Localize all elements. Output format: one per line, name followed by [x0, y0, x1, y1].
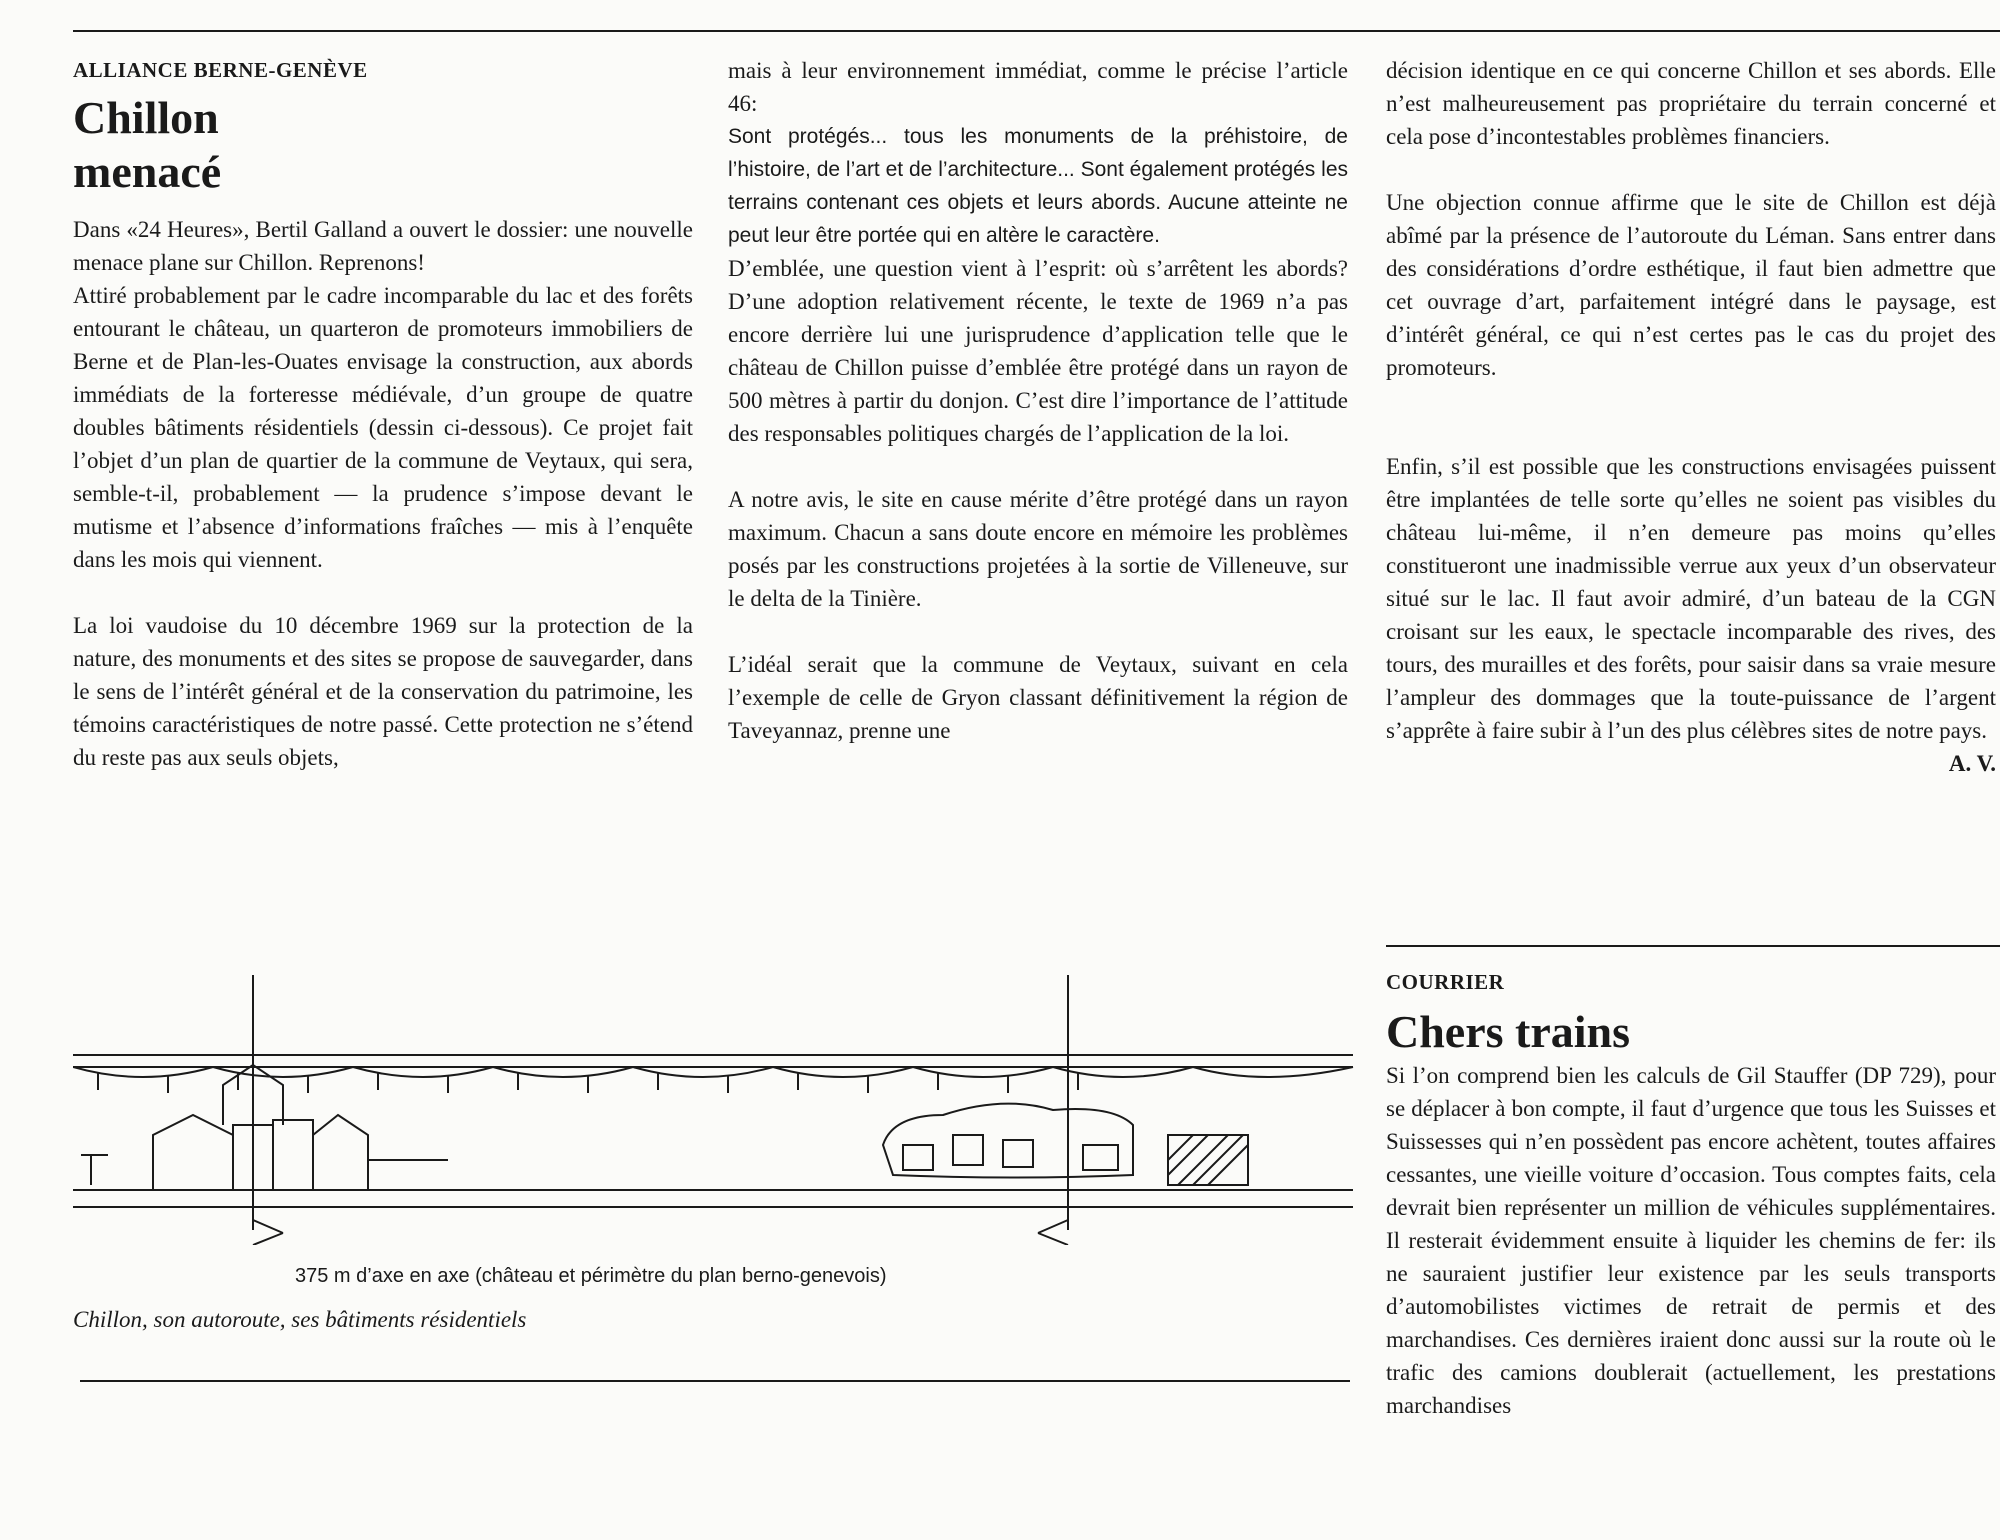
paragraph: Une objection connue affirme que le site de Chillon est déjà abîmé par la présence de l’autoroute du Léman. Sans entrer dans des considérations d’ordre esthétique, il faut bien admettre que cet ouvrage d’art, parfaitement intégré dans le paysage, est d’intérêt général, ce qui n’est certes pas le cas du projet des promoteurs.	[1386, 190, 1996, 380]
article-column-3	[1386, 54, 1996, 780]
article-column-1	[73, 54, 693, 774]
author-signature: A. V.	[1948, 751, 1996, 776]
article-kicker: ALLIANCE BERNE-GENÈVE	[73, 58, 368, 82]
article-headline: Chers trains	[1386, 1006, 1631, 1057]
paragraph: L’idéal serait que la commune de Veytaux, suivant en cela l’exemple de celle de Gryon classant définitivement la région de Taveyannaz, prenne une	[728, 652, 1348, 743]
figure-caption: Chillon, son autoroute, ses bâtiments résidentiels	[73, 1307, 527, 1332]
law-quote: Sont protégés... tous les monuments de la préhistoire, de l’histoire, de l’art et de l’architecture... Sont également protégés les terrains contenant ces objets et leurs abords. Aucune atteinte ne peut leur être portée qui en altère le caractère.	[728, 125, 1348, 247]
section-rule	[1386, 945, 2000, 947]
article-headline: Chillon menacé	[73, 92, 222, 197]
courrier-article	[1386, 966, 1996, 1422]
paragraph: Attiré probablement par le cadre incomparable du lac et des forêts entourant le château, un quarteron de promoteurs immobiliers de Berne et de Plan-les-Ouates envisage la construction, aux abords immédiats de la forteresse médiévale, d’un groupe de quatre doubles bâtiments résidentiels (dessin ci-dessous). Ce projet fait l’objet d’un plan de quartier de la commune de Veytaux, qui sera, semble-t-il, probablement — la prudence s’impose devant le mutisme et l’absence d’informations fraîches — mis à l’enquête dans les mois qui viennent.	[73, 283, 693, 572]
paragraph: D’emblée, une question vient à l’esprit: où s’arrêtent les abords? D’une adoption relativement récente, le texte de 1969 n’a pas encore derrière lui une jurisprudence d’application telle que le château de Chillon puisse d’emblée être protégé dans un rayon de 500 mètres à partir du donjon. C’est dire l’importance de l’attitude des responsables politiques chargés de l’application de la loi.	[728, 256, 1348, 446]
paragraph: A notre avis, le site en cause mérite d’être protégé dans un rayon maximum. Chacun a sans doute encore en mémoire les problèmes posés par les constructions projetées à la sortie de Villeneuve, sur le delta de la Tinière.	[728, 487, 1348, 611]
paragraph: Si l’on comprend bien les calculs de Gil Stauffer (DP 729), pour se déplacer à bon compte, il faut d’urgence que tous les Suisses et Suissesses qui n’en possèdent pas encore achètent, toutes affaires cessantes, une vieille voiture d’occasion. Tous comptes faits, cela devrait bien représenter un million de véhicules supplémentaires. Il resterait évidemment ensuite à liquider les chemins de fer: ils ne sauraient justifier leur existence par les seuls transports d’automobilistes victimes de retrait de permis et des marchandises. Ces dernières iraient donc aussi sur la route où le trafic des camions doublerait (actuellement, les prestations marchandises	[1386, 1063, 1996, 1418]
paragraph: mais à leur environnement immédiat, comme le précise l’article 46:	[728, 58, 1348, 116]
chillon-sketch	[73, 975, 1363, 1245]
top-rule	[73, 30, 2000, 32]
paragraph: La loi vaudoise du 10 décembre 1969 sur la protection de la nature, des monuments et des sites se propose de sauvegarder, dans le sens de l’intérêt général et de la conservation du patrimoine, les témoins caractéristiques de notre passé. Cette protection ne s’étend du reste pas aux seuls objets,	[73, 613, 693, 770]
paragraph: Enfin, s’il est possible que les constructions envisagées puissent être implantées de telle sorte qu’elles ne soient pas visibles du château lui-même, il n’en demeure pas moins qu’elles constitueront une inadmissible verrue aux yeux d’un observateur situé sur le lac. Il faut avoir admiré, d’un bateau de la CGN croisant sur les eaux, le spectacle incomparable des rives, des tours, des murailles et des forêts, pour saisir dans sa vraie mesure l’ampleur des dommages que la toute-puissance de l’argent s’apprête à faire subir à l’un des plus célèbres sites de notre pays. A. V.	[1386, 450, 1996, 747]
article-column-2	[728, 54, 1348, 747]
bottom-rule	[80, 1380, 1350, 1382]
distance-label: 375 m d’axe en axe (château et périmètre du plan berno-genevois)	[295, 1265, 887, 1287]
paragraph: décision identique en ce qui concerne Chillon et ses abords. Elle n’est malheureusement pas propriétaire du terrain concerné et cela pose d’incontestables problèmes financiers.	[1386, 58, 1996, 149]
paragraph: Dans «24 Heures», Bertil Galland a ouvert le dossier: une nouvelle menace plane sur Chillon. Reprenons!	[73, 217, 693, 275]
article-kicker: COURRIER	[1386, 970, 1505, 994]
